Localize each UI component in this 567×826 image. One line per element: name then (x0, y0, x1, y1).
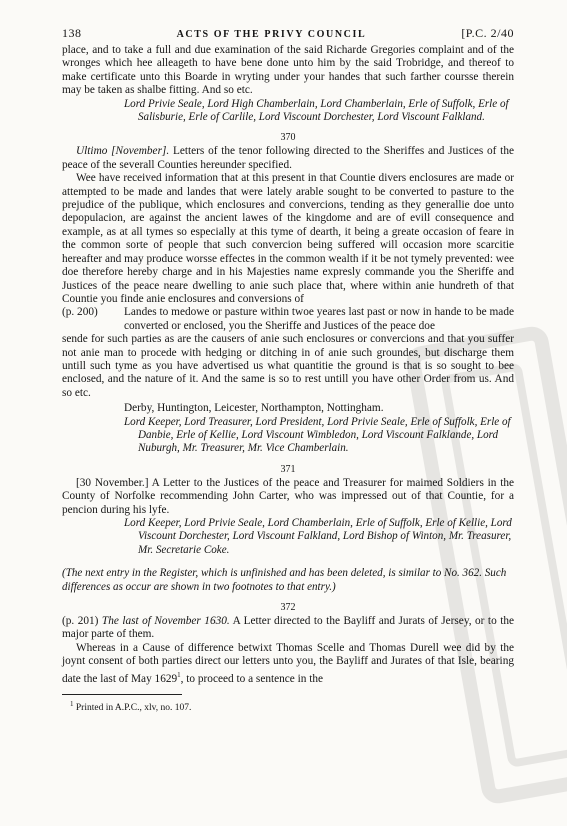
footnote (62, 698, 514, 714)
entry-370-body-2: Landes to medowe or pasture within twoe yeares last past or now in hande to be made converted or enclosed, you the Sheriffe and Justices of the peace doe (124, 306, 514, 332)
footnote-divider (62, 694, 182, 695)
entry-370-counties: Derby, Huntington, Leicester, Northampton, Nottingham. (124, 402, 384, 415)
entry-370-body-3: sende for such parties as are the causers of anie such enclosures or convercions and that you suffer not anie man to procede with hedging or ditching in of anie such groundes, but discharge them untill such tyme as you have advertised us what quantitie the ground is that is so sought to bee enclosed, and the nature of it. And the same is so to rest untill you have other Order from us. And so etc. (62, 333, 514, 399)
running-header (62, 26, 514, 44)
editorial-note: (The next entry in the Register, which is unfinished and has been deleted, is similar to No. 362. Such differences as occur are shown in two footnotes to that entry.) (62, 567, 507, 593)
entry-372-body-b: , to proceed to a sentence in the (180, 672, 324, 685)
entry-372-heading (62, 615, 514, 642)
page-number: 138 (62, 26, 82, 40)
entry-370-signers: Lord Keeper, Lord Treasurer, Lord President, Lord Privie Seale, Erle of Suffolk, Erle of Danbie, Erle of Kellie, Lord Viscount Wimbledon, Lord Viscount Falklande, Lord Nuburgh, Mr. Treasurer, Mr. Vice Chamberlain. (124, 415, 511, 455)
document-page (62, 26, 514, 714)
page-marker-201: (p. 201) (62, 615, 99, 628)
entry-371-body: A Letter to the Justices of the peace and Treasurer for maimed Soldiers in the County of Norfolke recommending John Carter, who was impressed out of that Countie, for a pencion during his lyfe. (62, 476, 515, 516)
entry-372-body (62, 642, 514, 686)
entry-370-number: 370 (280, 132, 296, 144)
entry-371-signers: Lord Keeper, Lord Privie Seale, Lord Chamberlain, Erle of Suffolk, Erle of Kellie, Lord Viscount Dorchester, Lord Viscount Falkland, Lord Bishop of Winton, Mr. Treasurer, Mr. Secretarie Coke. (124, 517, 512, 556)
entry-372-intro: A Letter directed to the Bayliff and Jurats of Jersey, or to the major parte of them. (62, 615, 514, 641)
entry-369-signers: Lord Privie Seale, Lord High Chamberlain, Lord Chamberlain, Erle of Suffolk, Erle of Salisburie, Erle of Carlile, Lord Viscount Dorchester, Lord Viscount Falkland. (124, 97, 509, 124)
entry-371-number: 371 (280, 463, 296, 475)
footnote-text: Printed in A.P.C., xlv, no. 107. (75, 702, 192, 713)
entry-371-date: [30 November.] (76, 476, 149, 489)
entry-372-date: The last of November 1630. (101, 615, 230, 628)
entry-370-margin-row (62, 306, 514, 333)
entry-370-heading (62, 145, 514, 172)
running-title: ACTS OF THE PRIVY COUNCIL (176, 29, 367, 40)
entry-372-number: 372 (280, 602, 296, 614)
entry-372-body-a: Whereas in a Cause of difference betwixt Thomas Scelle and Thomas Durell wee did by the joynt consent of both parties direct our letters unto you, the Bayliff and Jurates of that Isle, bearing date the last of May 1629 (62, 641, 514, 685)
page-marker-200: (p. 200) (62, 306, 98, 319)
footnote-marker: 1 (70, 699, 74, 708)
entry-370-body-1: Wee have received information that at this present in that Countie divers enclosures are made or attempted to be made and landes that were lately arable sought to be converted to pasture to the prejudice of the publique, which enclosures and convercions, tending as they generallie doe unto depopulacion, are against the ancient lawes of the kingdome and are of evill consequence and example, as at all tymes so especially at this tyme of dearth, it being a greate occasion of feare in the common sorte of people that such convercion being suffered will occasion more scarcitie hereafter and may produce worsse effectes in the common wealth if it be not tymely prevented: wee doe therefore hereby charge and in his Majesties name expresly commande you the Sheriffe and Justices of the peace neare dwelling to anie such place that, where within anie hundreth of that Countie you finde anie enclosures and conversions of (62, 172, 514, 305)
entry-370-intro: Letters of the tenor following directed to the Sheriffes and Justices of the peace of the severall Counties hereunder specified. (62, 145, 514, 171)
footnote-reference[interactable]: 1 (177, 670, 181, 679)
entry-370-date: Ultimo [November]. (76, 145, 170, 158)
entry-371-text (62, 477, 514, 517)
register-reference: [P.C. 2/40 (461, 26, 514, 40)
entry-369-continuation: place, and to take a full and due examination of the said Richarde Gregories complaint and of the wronges which hee alleageth to have bene done unto him by the said Trobridge, and thereof to make certificate unto this Boarde in wryting under your handes that such farther coursse therein may be taken as shalbe fitting. And so etc. (62, 44, 514, 97)
